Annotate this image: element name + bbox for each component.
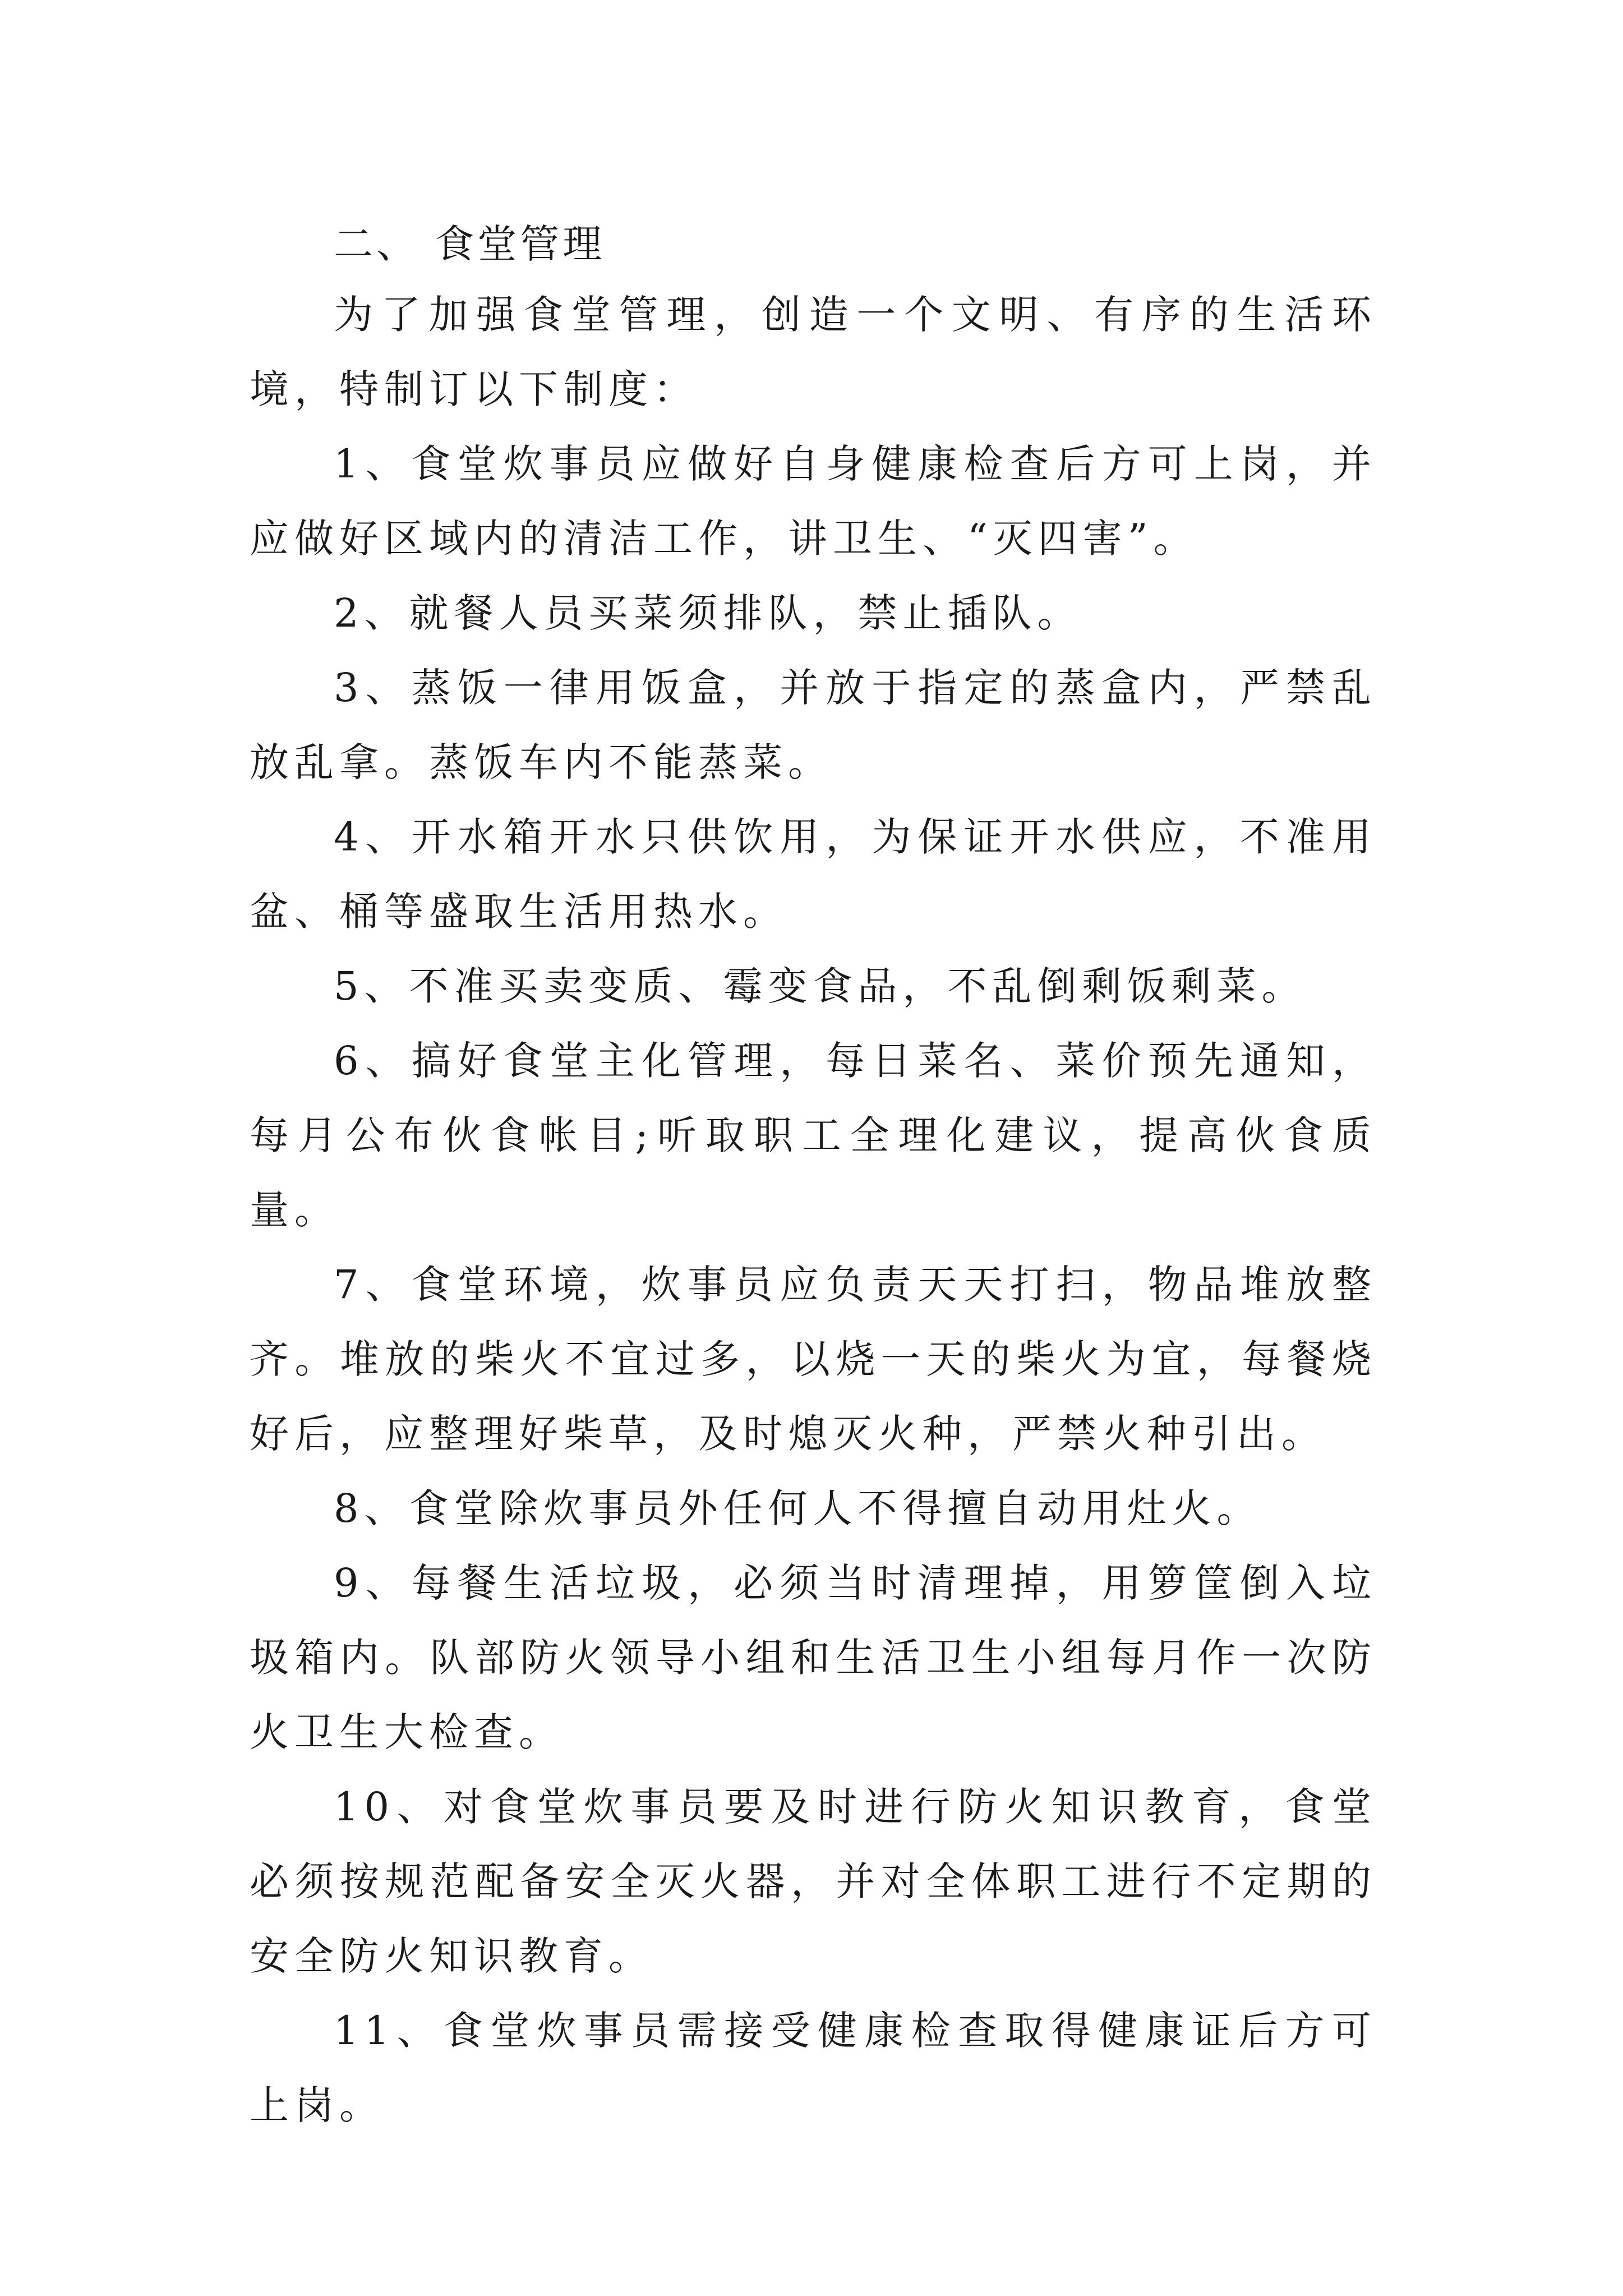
rule-item-3: 3、蒸饭一律用饭盒，并放于指定的蒸盒内，严禁乱放乱拿。蒸饭车内不能蒸菜。	[250, 665, 1377, 785]
rule-item-11: 11、食堂炊事员需接受健康检查取得健康证后方可上岗。	[250, 2008, 1377, 2128]
rule-item-10: 10、对食堂炊事员要及时进行防火知识教育，食堂必须按规范配备安全灭火器，并对全体职工进行不定期的安全防火知识教育。	[250, 1784, 1377, 1979]
rule-item-4: 4、开水箱开水只供饮用，为保证开水供应，不准用盆、桶等盛取生活用热水。	[250, 814, 1377, 935]
section-heading: 二、 食堂管理	[334, 221, 606, 267]
rule-item-8: 8、食堂除炊事员外任何人不得擅自动用灶火。	[334, 1485, 1262, 1531]
rule-item-9: 9、每餐生活垃圾，必须当时清理掉，用箩筐倒入垃圾箱内。队部防火领导小组和生活卫生小组每月作一次防火卫生大检查。	[250, 1560, 1377, 1755]
rule-item-5: 5、不准买卖变质、霉变食品，不乱倒剩饭剩菜。	[334, 963, 1307, 1009]
rule-item-7: 7、食堂环境，炊事员应负责天天打扫，物品堆放整齐。堆放的柴火不宜过多，以烧一天的柴火为宜，每餐烧好后，应整理好柴草，及时熄灭火种，严禁火种引出。	[250, 1262, 1377, 1457]
rule-item-1: 1、食堂炊事员应做好自身健康检查后方可上岗，并应做好区域内的清洁工作，讲卫生、“灭四害”。	[250, 441, 1377, 562]
rule-item-6: 6、搞好食堂主化管理，每日菜名、菜价预先通知，每月公布伙食帐目;听取职工全理化建议，提高伙食质量。	[250, 1038, 1377, 1233]
document-body	[250, 210, 1377, 2143]
intro-paragraph: 为了加强食堂管理，创造一个文明、有序的生活环境，特制订以下制度：	[250, 292, 1377, 412]
rule-item-2: 2、就餐人员买菜须排队，禁止插队。	[334, 590, 1082, 636]
